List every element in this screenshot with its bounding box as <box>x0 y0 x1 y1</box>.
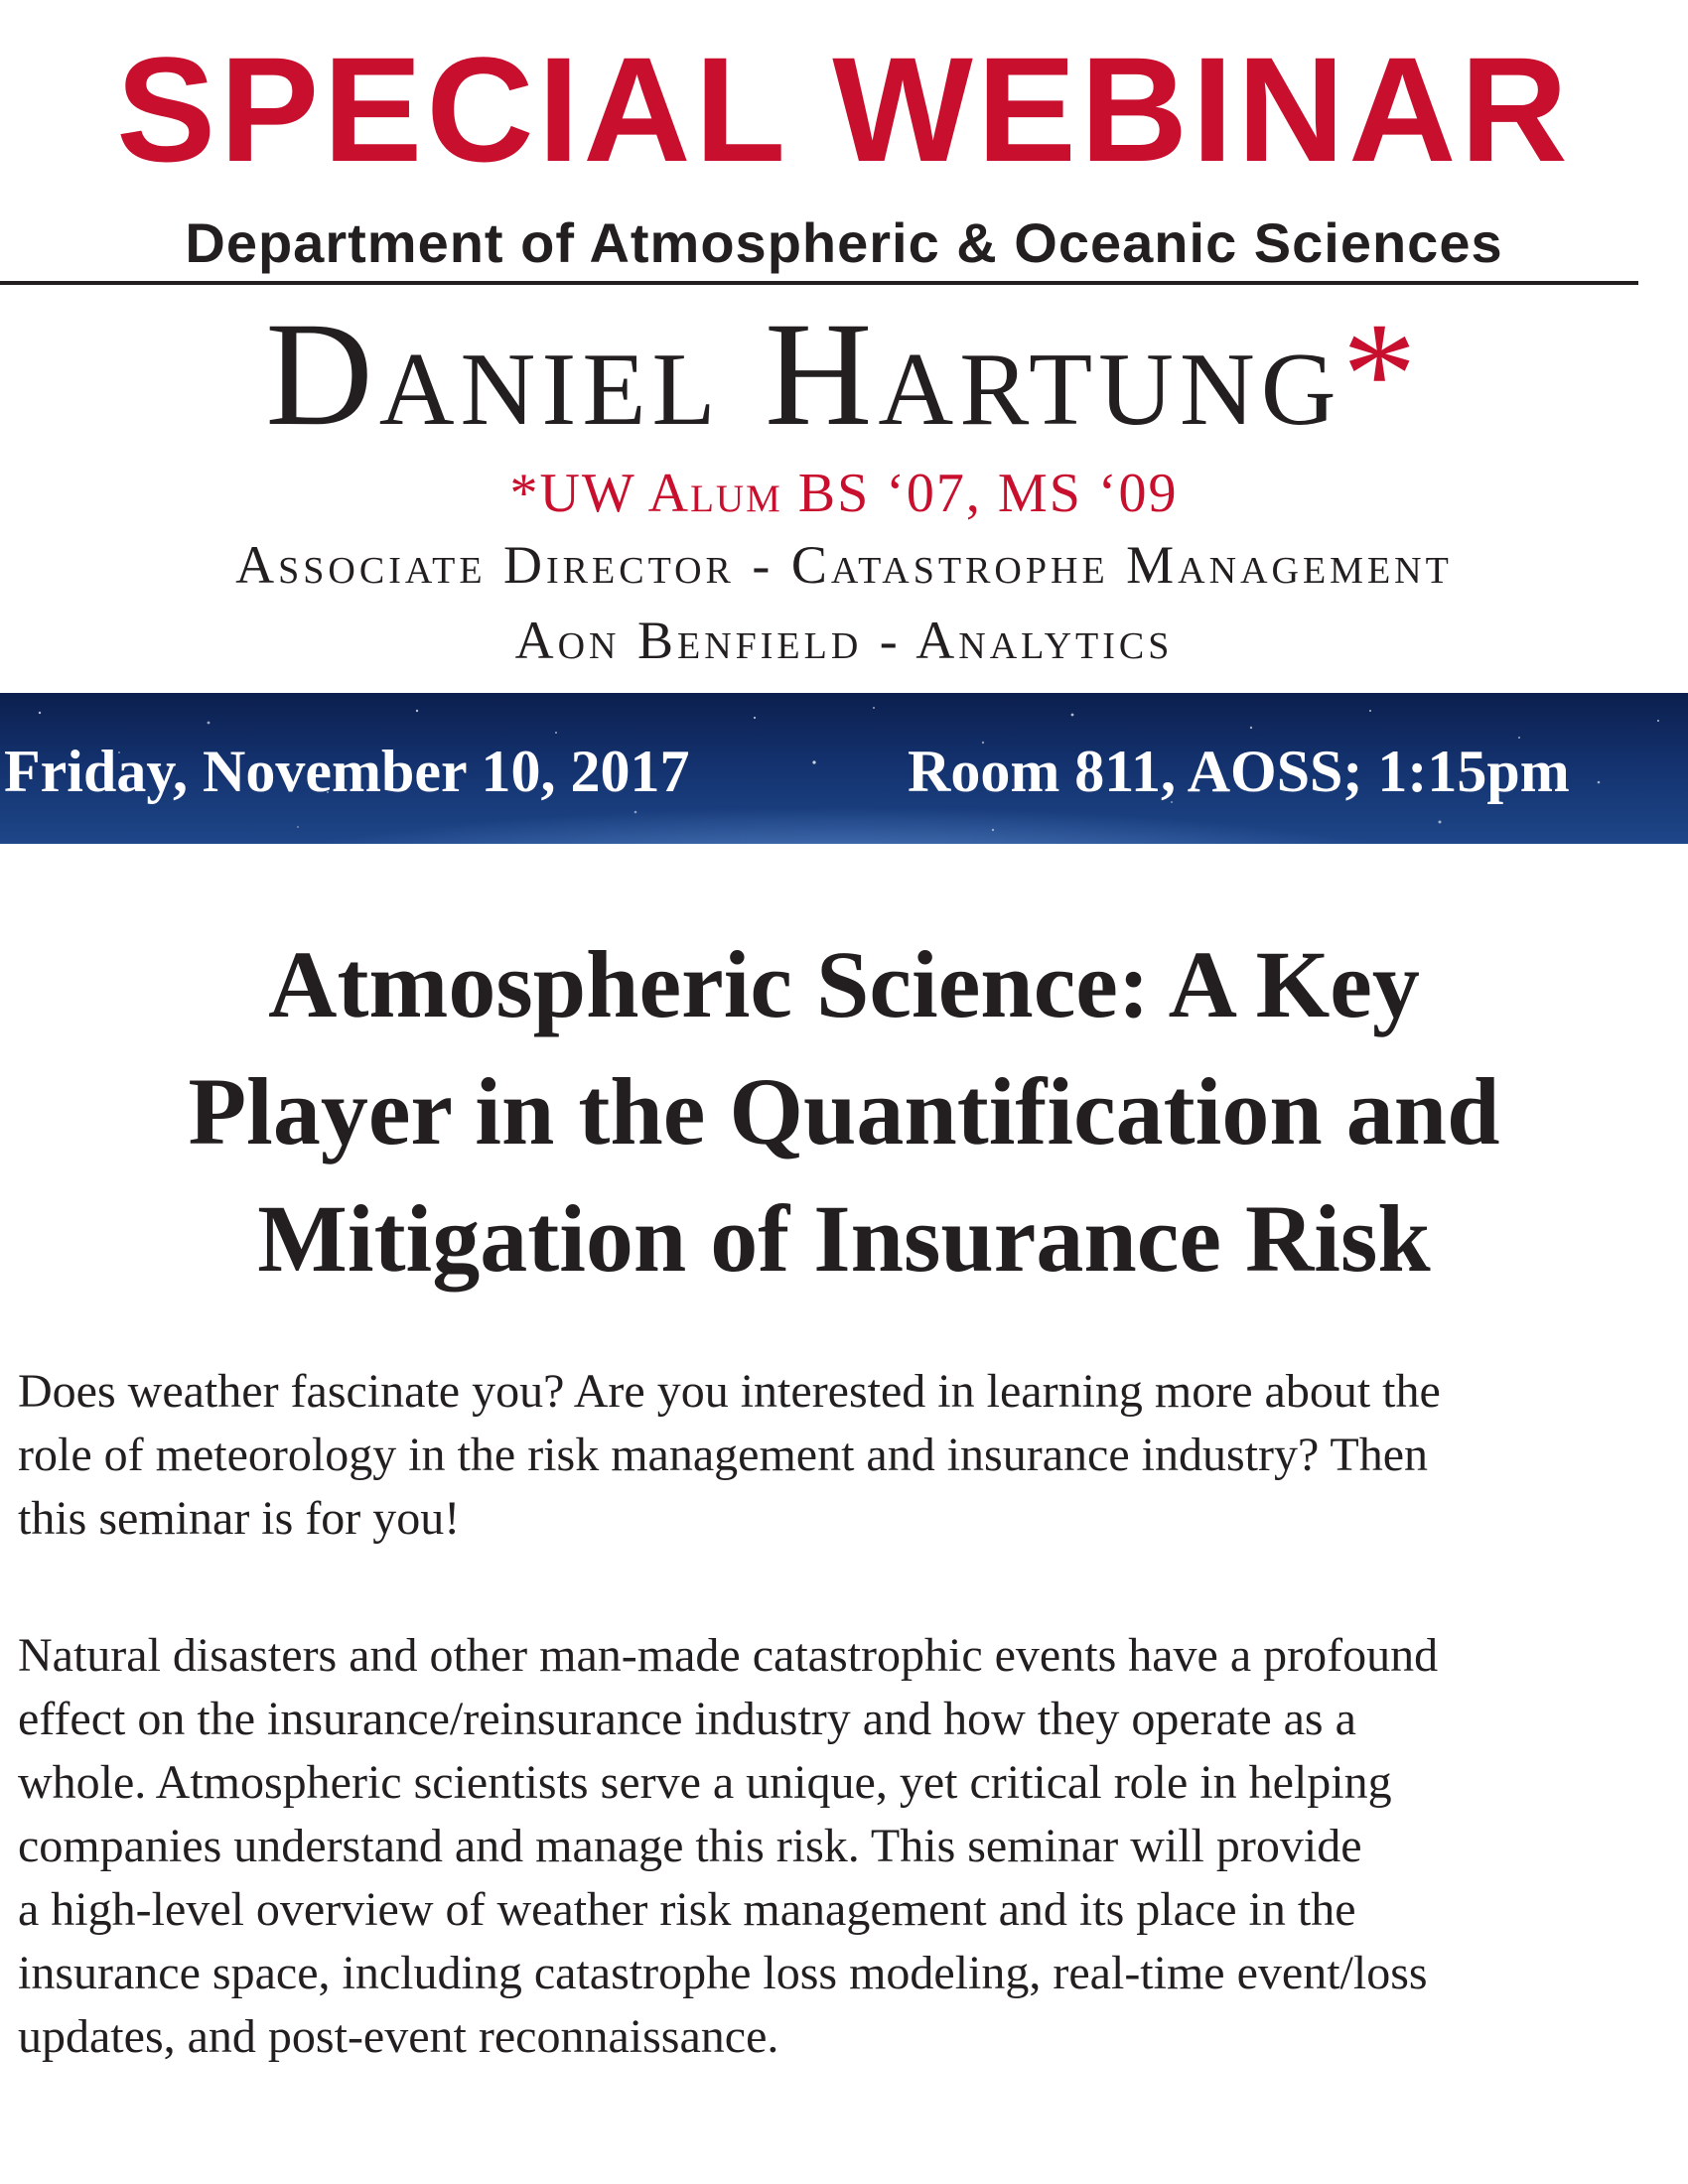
talk-title-line: Atmospheric Science: A Key <box>268 931 1420 1037</box>
paragraph-line: insurance space, including catastrophe loss modeling, real-time event/loss <box>18 1947 1428 1999</box>
intro-paragraph <box>18 1360 1676 1551</box>
talk-title-line: Mitigation of Insurance Risk <box>257 1185 1431 1292</box>
alumni-note: *UW Alum BS ‘07, MS ‘09 <box>509 463 1179 524</box>
paragraph-line: updates, and post-event reconnaissance. <box>18 2010 779 2063</box>
speaker-position: Associate Director - Catastrophe Management <box>235 535 1453 595</box>
headline: SPECIAL WEBINAR <box>116 26 1572 193</box>
event-date: Friday, November 10, 2017 <box>4 739 690 804</box>
paragraph-line: Does weather fascinate you? Are you interested in learning more about the <box>18 1365 1441 1418</box>
event-banner <box>0 693 1688 844</box>
talk-title <box>0 921 1688 1302</box>
talk-title-line: Player in the Quantification and <box>188 1058 1500 1164</box>
department-name: Department of Atmospheric & Oceanic Sciences <box>185 211 1503 274</box>
paragraph-line: effect on the insurance/reinsurance industry and how they operate as a <box>18 1693 1356 1745</box>
event-location-time: Room 811, AOSS; 1:15pm <box>908 739 1570 804</box>
speaker-organization: Aon Benfield - Analytics <box>514 611 1174 670</box>
paragraph-line: a high-level overview of weather risk management and its place in the <box>18 1883 1356 1936</box>
paragraph-line: role of meteorology in the risk management and insurance industry? Then <box>18 1429 1429 1481</box>
speaker-name-block <box>0 290 1688 459</box>
paragraph-line: Natural disasters and other man-made catastrophic events have a profound <box>18 1629 1439 1682</box>
speaker-name: Daniel Hartung <box>265 292 1342 457</box>
paragraph-line: companies understand and manage this risk. This seminar will provide <box>18 1820 1362 1872</box>
description-paragraph <box>18 1624 1676 2069</box>
paragraph-line: this seminar is for you! <box>18 1492 461 1545</box>
speaker-asterisk: * <box>1341 292 1423 457</box>
paragraph-line: whole. Atmospheric scientists serve a unique, yet critical role in helping <box>18 1756 1392 1809</box>
header-divider <box>0 281 1638 285</box>
